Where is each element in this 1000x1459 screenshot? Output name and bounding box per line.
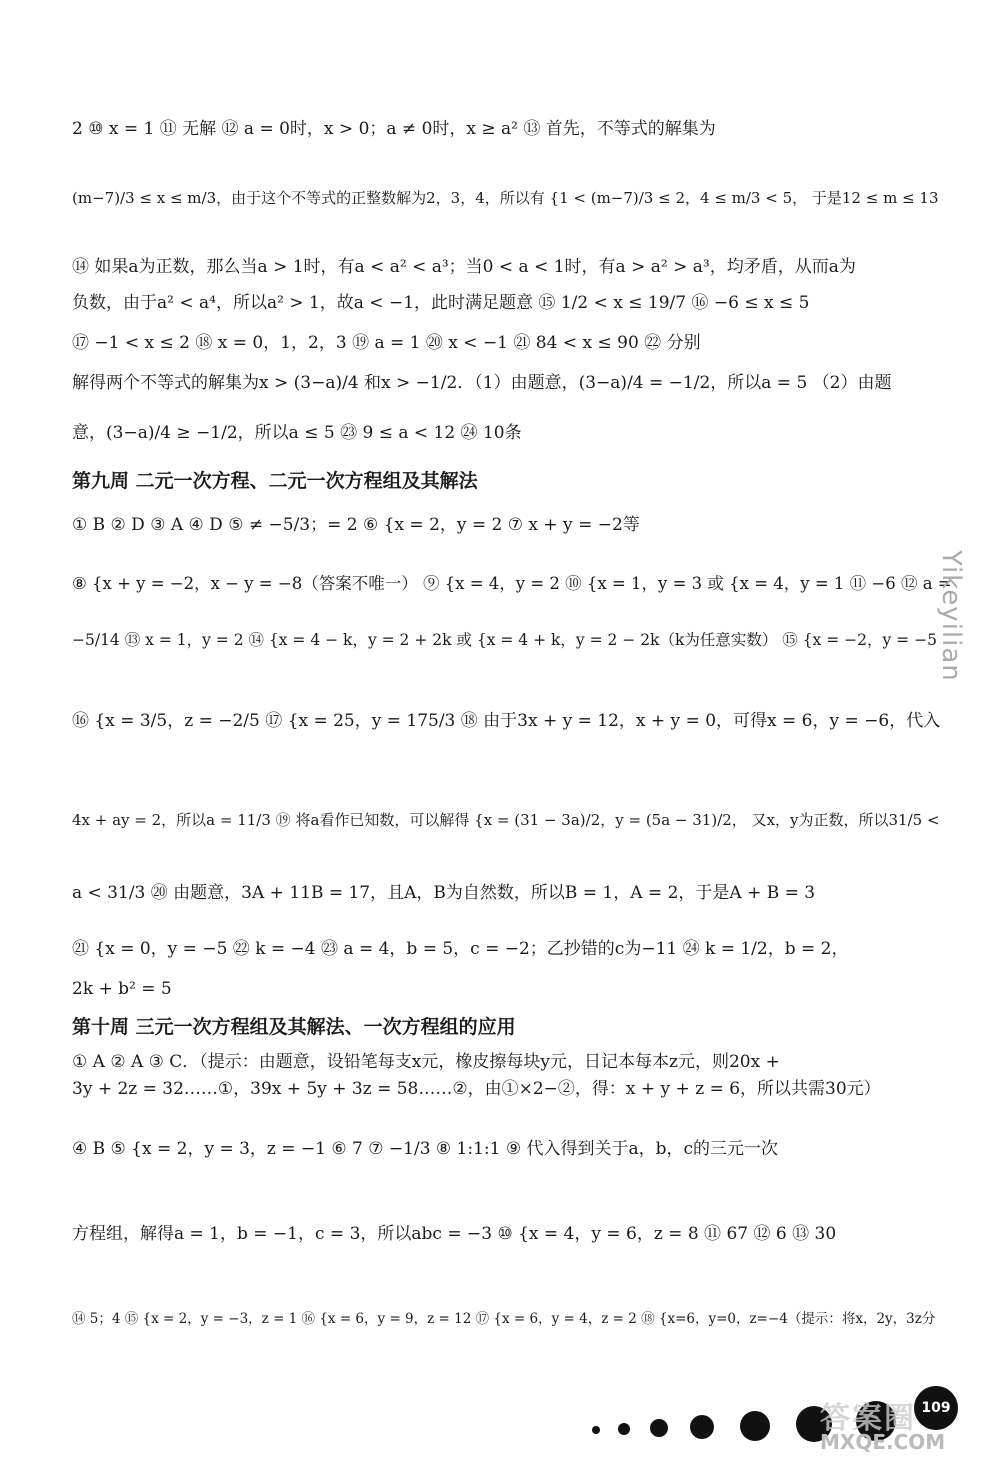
- footer-dot: [690, 1415, 714, 1439]
- answer-line-13: 4x + ay = 2，所以a = 11/3 ⑲ 将a看作已知数，可以解得 {x = (31 − 3a)/2，y = (5a − 31)/2， 又x，y为正数，所以31/5 <: [72, 811, 940, 829]
- footer-dot: [592, 1426, 600, 1434]
- page-number-badge: 109: [914, 1386, 958, 1430]
- answer-line-2: (m−7)/3 ≤ x ≤ m/3，由于这个不等式的正整数解为2，3，4，所以有 {1 < (m−7)/3 ≤ 2，4 ≤ m/3 < 5， 于是12 ≤ m ≤ 13: [72, 189, 939, 207]
- corner-watermark: 答案圈: [820, 1401, 916, 1436]
- answer-line-15: ㉑ {x = 0，y = −5 ㉒ k = −4 ㉓ a = 4，b = 5，c = −2；乙抄错的c为−11 ㉔ k = 1/2，b = 2，: [72, 939, 849, 959]
- answer-line-11: −5/14 ⑬ x = 1，y = 2 ⑭ {x = 4 − k，y = 2 + 2k 或 {x = 4 + k，y = 2 − 2k（k为任意实数） ⑮ {x = −2，y = −5: [72, 631, 937, 649]
- answer-line-6: 解得两个不等式的解集为x > (3−a)/4 和x > −1/2．（1）由题意，(3−a)/4 = −1/2，所以a = 5 （2）由题: [72, 373, 892, 393]
- side-watermark: Yikeyilian: [936, 550, 966, 682]
- answer-line-18: ① A ② A ③ C．（提示：由题意，设铅笔每支x元，橡皮擦每块y元，日记本每本z元，则20x +: [72, 1052, 780, 1072]
- footer-dot: [650, 1419, 668, 1437]
- section-heading-week-9: 第九周 二元一次方程、二元一次方程组及其解法: [72, 470, 478, 492]
- answer-line-10: ⑧ {x + y = −2，x − y = −8（答案不唯一） ⑨ {x = 4，y = 2 ⑩ {x = 1，y = 3 或 {x = 4，y = 1 ⑪ −6 ⑫ a =: [72, 574, 952, 593]
- answer-line-12: ⑯ {x = 3/5，z = −2/5 ⑰ {x = 25，y = 175/3 ⑱ 由于3x + y = 12，x + y = 0，可得x = 6，y = −6，代入: [72, 711, 941, 731]
- footer-dot: [740, 1411, 770, 1441]
- answer-line-20: ④ B ⑤ {x = 2，y = 3，z = −1 ⑥ 7 ⑦ −1/3 ⑧ 1:1:1 ⑨ 代入得到关于a，b，c的三元一次: [72, 1139, 779, 1159]
- answer-line-1: 2 ⑩ x = 1 ⑪ 无解 ⑫ a = 0时，x > 0；a ≠ 0时，x ≥ a² ⑬ 首先，不等式的解集为: [72, 119, 716, 139]
- answer-line-3: ⑭ 如果a为正数，那么当a > 1时，有a < a² < a³；当0 < a < 1时，有a > a² > a³，均矛盾，从而a为: [72, 257, 856, 277]
- answer-line-21: 方程组，解得a = 1，b = −1，c = 3，所以abc = −3 ⑩ {x = 4，y = 6，z = 8 ⑪ 67 ⑫ 6 ⑬ 30: [72, 1224, 837, 1244]
- footer-dot: [618, 1423, 630, 1435]
- corner-watermark-url: MXQE.COM: [820, 1430, 946, 1454]
- answer-line-14: a < 31/3 ⑳ 由题意，3A + 11B = 17，且A，B为自然数，所以B = 1，A = 2，于是A + B = 3: [72, 883, 816, 903]
- section-heading-week-10: 第十周 三元一次方程组及其解法、一次方程组的应用: [72, 1016, 516, 1038]
- answer-line-16: 2k + b² = 5: [72, 979, 172, 999]
- answer-line-19: 3y + 2z = 32……①，39x + 5y + 3z = 58……②，由①×2−②，得：x + y + z = 6，所以共需30元）: [72, 1079, 881, 1099]
- answer-line-9: ① B ② D ③ A ④ D ⑤ ≠ −5/3；= 2 ⑥ {x = 2，y = 2 ⑦ x + y = −2等: [72, 515, 640, 535]
- answer-line-7: 意，(3−a)/4 ≥ −1/2，所以a ≤ 5 ㉓ 9 ≤ a < 12 ㉔ 10条: [72, 423, 522, 443]
- answer-line-4: 负数，由于a² < a⁴，所以a² > 1，故a < −1，此时满足题意 ⑮ 1/2 < x ≤ 19/7 ⑯ −6 ≤ x ≤ 5: [72, 293, 810, 313]
- answer-line-5: ⑰ −1 < x ≤ 2 ⑱ x = 0，1，2，3 ⑲ a = 1 ⑳ x < −1 ㉑ 84 < x ≤ 90 ㉒ 分别: [72, 333, 701, 353]
- answer-line-22: ⑭ 5；4 ⑮ {x = 2，y = −3，z = 1 ⑯ {x = 6，y = 9，z = 12 ⑰ {x = 6，y = 4，z = 2 ⑱ {x=6，y=0，z=−4（提示：将x，2y，3z分: [72, 1311, 936, 1327]
